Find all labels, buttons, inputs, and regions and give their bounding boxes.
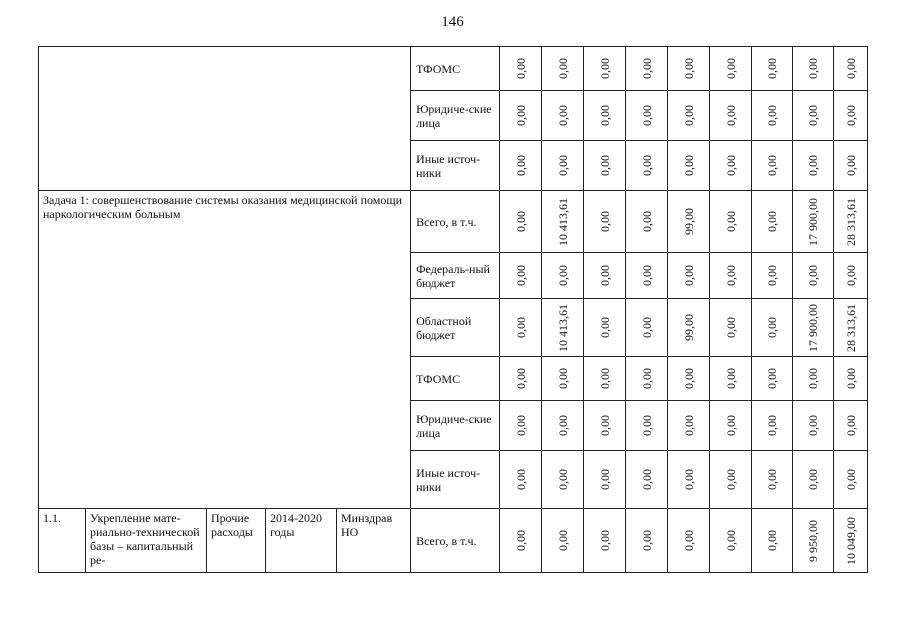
value-text: 0,00: [806, 155, 821, 176]
value-text: 0,00: [597, 368, 612, 389]
value-cell: [584, 401, 626, 451]
value-cell: [626, 299, 668, 357]
budget-table: [38, 46, 868, 573]
value-text: 0,00: [639, 317, 654, 338]
value-text: 0,00: [765, 58, 780, 79]
value-text: 0,00: [765, 317, 780, 338]
value-text: 99,00: [681, 208, 696, 235]
value-text: 0,00: [597, 265, 612, 286]
value-cell: [793, 451, 834, 509]
value-cell: [542, 509, 584, 573]
value-cell: [793, 253, 834, 299]
value-text: 0,00: [806, 265, 821, 286]
value-cell: [752, 401, 793, 451]
value-cell: [793, 91, 834, 141]
value-cell: [500, 141, 542, 191]
value-cell: [668, 509, 710, 573]
value-cell: [710, 47, 752, 91]
item-expense-type-cell: Прочие расходы: [207, 509, 266, 573]
value-text: 0,00: [843, 415, 858, 436]
value-cell: [834, 191, 868, 253]
value-text: 0,00: [513, 317, 528, 338]
value-text: 0,00: [681, 530, 696, 551]
value-text: 0,00: [723, 368, 738, 389]
value-cell: [626, 401, 668, 451]
value-text: 17 900,00: [806, 303, 821, 352]
value-cell: [793, 299, 834, 357]
value-text: 0,00: [843, 105, 858, 126]
value-text: 0,00: [513, 368, 528, 389]
value-cell: [500, 191, 542, 253]
value-cell: [752, 47, 793, 91]
value-text: 0,00: [597, 105, 612, 126]
value-cell: [752, 91, 793, 141]
value-cell: [542, 357, 584, 401]
value-cell: [834, 357, 868, 401]
value-cell: [834, 299, 868, 357]
value-text: 0,00: [806, 469, 821, 490]
value-cell: [710, 253, 752, 299]
value-text: 0,00: [681, 155, 696, 176]
value-cell: [542, 253, 584, 299]
value-text: 0,00: [806, 368, 821, 389]
value-text: 0,00: [723, 211, 738, 232]
value-text: 0,00: [513, 155, 528, 176]
value-cell: [542, 401, 584, 451]
value-cell: [500, 299, 542, 357]
value-cell: [584, 91, 626, 141]
value-text: 0,00: [843, 155, 858, 176]
value-cell: [710, 451, 752, 509]
item-name-cell: Укрепление мате-риально-технической базы – капитальный ре-: [86, 509, 207, 573]
value-text: 0,00: [723, 415, 738, 436]
value-text: 0,00: [806, 415, 821, 436]
value-text: 0,00: [765, 530, 780, 551]
value-cell: [834, 451, 868, 509]
value-cell: [626, 141, 668, 191]
funding-source-cell: Юридиче-ские лица: [411, 91, 500, 141]
value-cell: [668, 253, 710, 299]
value-cell: [626, 253, 668, 299]
value-text: 0,00: [555, 415, 570, 436]
funding-source-cell: ТФОМС: [411, 47, 500, 91]
value-text: 10 049,00: [843, 516, 858, 565]
funding-source-cell: ТФОМС: [411, 357, 500, 401]
value-text: 0,00: [555, 105, 570, 126]
value-text: 0,00: [597, 415, 612, 436]
value-cell: [542, 47, 584, 91]
value-text: 0,00: [597, 317, 612, 338]
funding-source-cell: Областной бюджет: [411, 299, 500, 357]
value-text: 0,00: [843, 469, 858, 490]
value-text: 0,00: [765, 265, 780, 286]
value-text: 0,00: [555, 530, 570, 551]
value-cell: [668, 451, 710, 509]
value-cell: [584, 509, 626, 573]
value-cell: [752, 253, 793, 299]
value-cell: [500, 401, 542, 451]
value-cell: [793, 401, 834, 451]
value-cell: [542, 141, 584, 191]
value-text: 0,00: [513, 469, 528, 490]
item-executor-cell: Минздрав НО: [337, 509, 411, 573]
value-text: 10 413,61: [555, 197, 570, 246]
value-text: 0,00: [723, 530, 738, 551]
value-cell: [626, 451, 668, 509]
value-cell: [793, 357, 834, 401]
value-text: 0,00: [765, 415, 780, 436]
value-cell: [668, 401, 710, 451]
value-text: 0,00: [597, 211, 612, 232]
table-row: [39, 47, 868, 91]
value-cell: [500, 47, 542, 91]
value-cell: [668, 91, 710, 141]
value-text: 0,00: [597, 58, 612, 79]
value-text: 0,00: [513, 415, 528, 436]
value-cell: [752, 509, 793, 573]
value-text: 0,00: [513, 211, 528, 232]
value-text: 0,00: [555, 155, 570, 176]
task-description-cell: Задача 1: совершенствование системы оказания медицинской помощи наркологическим больным: [39, 191, 411, 509]
value-cell: [584, 253, 626, 299]
value-cell: [752, 451, 793, 509]
value-cell: [500, 509, 542, 573]
value-cell: [710, 509, 752, 573]
page-number: 146: [441, 14, 464, 30]
value-cell: [542, 191, 584, 253]
value-text: 0,00: [723, 58, 738, 79]
value-text: 0,00: [639, 58, 654, 79]
value-cell: [584, 191, 626, 253]
value-text: 0,00: [639, 155, 654, 176]
value-text: 0,00: [765, 368, 780, 389]
value-text: 0,00: [723, 105, 738, 126]
value-cell: [752, 299, 793, 357]
funding-source-cell: Иные источ-ники: [411, 451, 500, 509]
value-cell: [626, 509, 668, 573]
value-cell: [668, 299, 710, 357]
value-text: 0,00: [555, 368, 570, 389]
value-cell: [626, 47, 668, 91]
value-text: 0,00: [806, 58, 821, 79]
value-text: 0,00: [513, 530, 528, 551]
value-text: 0,00: [555, 469, 570, 490]
value-cell: [834, 253, 868, 299]
value-cell: [752, 191, 793, 253]
value-text: 28 313,61: [843, 197, 858, 246]
value-text: 0,00: [681, 58, 696, 79]
value-cell: [584, 451, 626, 509]
funding-source-cell: Юридиче-ские лица: [411, 401, 500, 451]
value-cell: [668, 191, 710, 253]
value-cell: [710, 91, 752, 141]
value-cell: [584, 357, 626, 401]
funding-source-cell: Всего, в т.ч.: [411, 509, 500, 573]
value-text: 0,00: [513, 105, 528, 126]
value-cell: [542, 299, 584, 357]
value-cell: [710, 299, 752, 357]
value-text: 0,00: [765, 469, 780, 490]
value-text: 0,00: [681, 415, 696, 436]
item-period-cell: 2014-2020 годы: [266, 509, 337, 573]
value-text: 0,00: [681, 105, 696, 126]
value-cell: [668, 357, 710, 401]
value-cell: [834, 47, 868, 91]
value-text: 99,00: [681, 314, 696, 341]
value-cell: [710, 357, 752, 401]
value-cell: [834, 509, 868, 573]
value-text: 0,00: [513, 58, 528, 79]
value-cell: [710, 401, 752, 451]
item-number-cell: 1.1.: [39, 509, 86, 573]
value-cell: [500, 91, 542, 141]
value-text: 0,00: [723, 469, 738, 490]
value-text: 17 900,00: [806, 197, 821, 246]
value-text: 0,00: [639, 105, 654, 126]
value-cell: [752, 357, 793, 401]
value-text: 28 313,61: [843, 303, 858, 352]
value-cell: [668, 141, 710, 191]
value-text: 0,00: [639, 265, 654, 286]
value-cell: [542, 91, 584, 141]
value-text: 0,00: [555, 265, 570, 286]
value-cell: [834, 141, 868, 191]
value-cell: [793, 191, 834, 253]
value-cell: [710, 191, 752, 253]
value-text: 0,00: [681, 265, 696, 286]
value-text: 0,00: [639, 211, 654, 232]
value-cell: [542, 451, 584, 509]
value-text: 0,00: [639, 530, 654, 551]
value-cell: [626, 357, 668, 401]
value-cell: [793, 47, 834, 91]
funding-source-cell: Федераль-ный бюджет: [411, 253, 500, 299]
value-text: 0,00: [806, 105, 821, 126]
value-text: 10 413,61: [555, 303, 570, 352]
value-text: 0,00: [765, 211, 780, 232]
value-text: 0,00: [843, 58, 858, 79]
value-cell: [584, 47, 626, 91]
funding-source-cell: Всего, в т.ч.: [411, 191, 500, 253]
funding-source-cell: Иные источ-ники: [411, 141, 500, 191]
value-text: 0,00: [681, 368, 696, 389]
value-cell: [500, 357, 542, 401]
value-cell: [793, 509, 834, 573]
value-text: 0,00: [843, 265, 858, 286]
value-cell: [584, 141, 626, 191]
value-cell: [793, 141, 834, 191]
value-text: 0,00: [597, 155, 612, 176]
value-text: 0,00: [597, 530, 612, 551]
value-cell: [834, 401, 868, 451]
value-text: 0,00: [723, 155, 738, 176]
value-text: 0,00: [765, 105, 780, 126]
value-cell: [668, 47, 710, 91]
value-cell: [710, 141, 752, 191]
value-cell: [584, 299, 626, 357]
value-cell: [626, 191, 668, 253]
value-cell: [834, 91, 868, 141]
table-row: [39, 191, 868, 253]
value-text: 0,00: [723, 317, 738, 338]
blank-left-cell: [39, 47, 411, 191]
value-text: 0,00: [723, 265, 738, 286]
value-text: 0,00: [681, 469, 696, 490]
value-cell: [752, 141, 793, 191]
value-cell: [500, 253, 542, 299]
value-text: 0,00: [555, 58, 570, 79]
value-text: 0,00: [765, 155, 780, 176]
value-cell: [500, 451, 542, 509]
value-text: 0,00: [513, 265, 528, 286]
table-row: [39, 509, 868, 573]
value-text: 0,00: [597, 469, 612, 490]
value-cell: [626, 91, 668, 141]
value-text: 0,00: [843, 368, 858, 389]
value-text: 9 950,00: [806, 519, 821, 562]
value-text: 0,00: [639, 415, 654, 436]
value-text: 0,00: [639, 368, 654, 389]
value-text: 0,00: [639, 469, 654, 490]
